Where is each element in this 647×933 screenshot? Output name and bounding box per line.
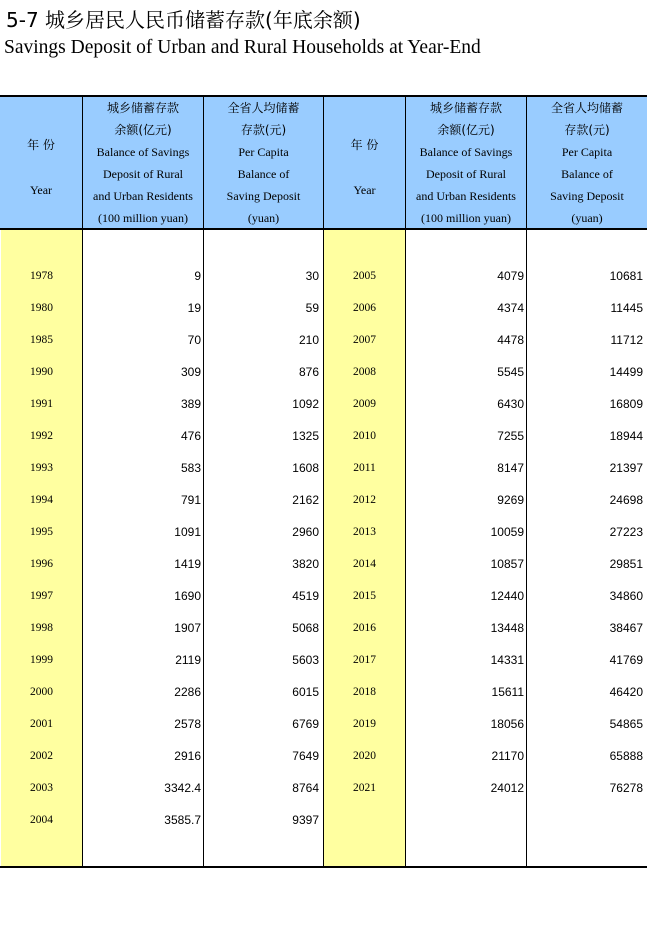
header-percapita-en-2: Balance of [561,166,613,181]
year-cell: 2009 [353,398,376,410]
balance-cell: 476 [180,429,201,443]
header-year-cn: 年 份 [27,138,55,152]
per-capita-cell: 59 [305,301,319,315]
header-balance-en-2: Deposit of Rural [103,166,183,181]
year-cell: 1980 [30,302,53,314]
balance-cell: 309 [180,365,201,379]
balance-cell: 12440 [490,589,524,603]
header-percapita-cn-1: 全省人均储蓄 [550,100,623,115]
per-capita-cell: 1608 [292,461,319,475]
balance-cell: 3342.4 [164,781,201,795]
per-capita-cell: 210 [298,333,319,347]
balance-cell: 1091 [174,525,201,539]
header-balance-en-4: (100 million yuan) [98,210,188,225]
per-capita-cell: 9397 [292,813,319,827]
per-capita-cell: 24698 [609,493,643,507]
balance-cell: 1419 [174,557,201,571]
balance-cell: 21170 [491,749,524,763]
header-percapita-en-1: Per Capita [561,144,613,159]
per-capita-cell: 4519 [292,589,319,603]
header-percapita-en-4: (yuan) [571,210,603,225]
balance-cell: 10857 [490,557,524,571]
year-cell: 2016 [353,622,376,634]
per-capita-cell: 8764 [292,781,319,795]
header-percapita-cn-2: 存款(元) [240,122,287,137]
year-cell: 2011 [353,462,376,474]
header-percapita-en-3: Saving Deposit [226,188,301,203]
per-capita-cell: 27223 [609,525,643,539]
header-balance-en-2: Deposit of Rural [426,166,506,181]
per-capita-cell: 6769 [292,717,319,731]
balance-cell: 4374 [497,301,524,315]
year-cell: 1998 [30,622,53,634]
header-percapita-en-1: Per Capita [238,144,289,159]
balance-cell: 18056 [490,717,524,731]
year-cell: 1996 [30,558,53,570]
year-cell: 2019 [353,718,376,730]
header-balance-en-3: and Urban Residents [416,188,516,203]
header-year-cn: 年 份 [350,138,379,152]
per-capita-cell: 34860 [609,589,643,603]
header-balance-en-1: Balance of Savings [96,144,190,159]
header-percapita-left [204,97,323,228]
page-title-chinese: 5-7 城乡居民人民币储蓄存款(年底余额) [6,8,361,32]
header-balance-cn-1: 城乡储蓄存款 [106,100,179,115]
per-capita-cell: 6015 [292,685,319,699]
year-cell: 2001 [30,718,53,730]
year-cell: 2012 [353,494,376,506]
balance-cell: 583 [180,461,201,475]
per-capita-cell: 2960 [292,525,319,539]
year-cell: 2004 [30,814,53,826]
year-cell: 1991 [30,398,53,410]
year-cell: 1994 [30,494,53,506]
year-cell: 2017 [353,654,376,666]
balance-cell: 13448 [490,621,524,635]
header-balance-en-1: Balance of Savings [419,144,513,159]
per-capita-cell: 46420 [609,685,643,699]
per-capita-cell: 30 [305,269,319,283]
per-capita-cell: 2162 [292,493,319,507]
year-cell: 1995 [30,526,53,538]
balance-cell: 7255 [497,429,524,443]
year-cell: 2014 [353,558,376,570]
per-capita-cell: 5068 [292,621,319,635]
per-capita-cell: 10681 [609,269,643,283]
balance-cell: 19 [187,301,201,315]
year-cell: 1993 [30,462,53,474]
per-capita-cell: 7649 [292,749,319,763]
per-capita-cell: 16809 [609,397,643,411]
year-cell: 1999 [30,654,53,666]
per-capita-cell: 5603 [292,653,319,667]
header-percapita-en-4: (yuan) [247,210,280,225]
year-cell: 2007 [353,334,376,346]
header-balance-left [83,97,203,228]
per-capita-cell: 11712 [610,333,643,347]
balance-cell: 2578 [174,717,201,731]
per-capita-cell: 65888 [609,749,643,763]
per-capita-cell: 1092 [292,397,319,411]
year-cell: 1978 [30,270,53,282]
savings-deposit-table [0,95,647,868]
header-percapita-en-2: Balance of [237,166,290,181]
per-capita-cell: 54865 [609,717,643,731]
balance-cell: 1907 [174,621,201,635]
header-balance-en-4: (100 million yuan) [421,210,511,225]
year-cell: 1997 [30,590,53,602]
header-balance-right [406,97,526,228]
header-balance-cn-1: 城乡储蓄存款 [429,100,502,115]
header-balance-cn-2: 余额(亿元) [437,122,495,137]
per-capita-cell: 21397 [609,461,643,475]
header-percapita-en-3: Saving Deposit [550,188,624,203]
page-title-english: Savings Deposit of Urban and Rural Households at Year-End [4,37,481,58]
balance-cell: 15611 [491,685,524,699]
per-capita-cell: 14499 [609,365,643,379]
balance-cell: 9269 [497,493,524,507]
year-cell: 2002 [30,750,53,762]
balance-cell: 2286 [174,685,201,699]
balance-cell: 5545 [497,365,524,379]
per-capita-cell: 38467 [609,621,643,635]
balance-cell: 2916 [174,749,201,763]
year-cell: 2003 [30,782,53,794]
balance-cell: 6430 [497,397,524,411]
balance-cell: 9 [194,269,201,283]
balance-cell: 4079 [497,269,524,283]
header-balance-cn-2: 余额(亿元) [114,122,172,137]
year-cell: 2020 [353,750,376,762]
header-year-right [324,97,405,228]
header-year-left [0,97,82,228]
header-balance-en-3: and Urban Residents [93,188,193,203]
balance-cell: 1690 [174,589,201,603]
per-capita-cell: 1325 [292,429,319,443]
year-cell: 2015 [353,590,376,602]
year-cell: 1985 [30,334,53,346]
per-capita-cell: 11445 [610,301,643,315]
year-cell: 2000 [30,686,53,698]
balance-cell: 791 [180,493,201,507]
per-capita-cell: 76278 [609,781,643,795]
year-cell: 2006 [353,302,376,314]
header-year-en: Year [353,183,376,197]
header-percapita-cn-2: 存款(元) [564,122,610,137]
year-cell: 2005 [353,270,376,282]
year-cell: 2021 [353,782,376,794]
per-capita-cell: 41769 [609,653,643,667]
balance-cell: 24012 [490,781,524,795]
year-cell: 2008 [353,366,376,378]
balance-cell: 2119 [175,653,201,667]
per-capita-cell: 29851 [609,557,643,571]
balance-cell: 4478 [497,333,524,347]
balance-cell: 70 [187,333,201,347]
header-percapita-cn-1: 全省人均储蓄 [227,100,300,115]
balance-cell: 8147 [497,461,524,475]
per-capita-cell: 18944 [609,429,643,443]
year-cell: 1992 [30,430,53,442]
year-cell: 2013 [353,526,376,538]
year-cell: 2010 [353,430,376,442]
per-capita-cell: 876 [298,365,319,379]
header-year-en: Year [29,183,53,197]
balance-cell: 14331 [490,653,524,667]
balance-cell: 3585.7 [164,813,201,827]
balance-cell: 10059 [490,525,524,539]
year-cell: 1990 [30,366,53,378]
year-cell: 2018 [353,686,376,698]
balance-cell: 389 [180,397,201,411]
per-capita-cell: 3820 [292,557,319,571]
header-percapita-right [527,97,647,228]
